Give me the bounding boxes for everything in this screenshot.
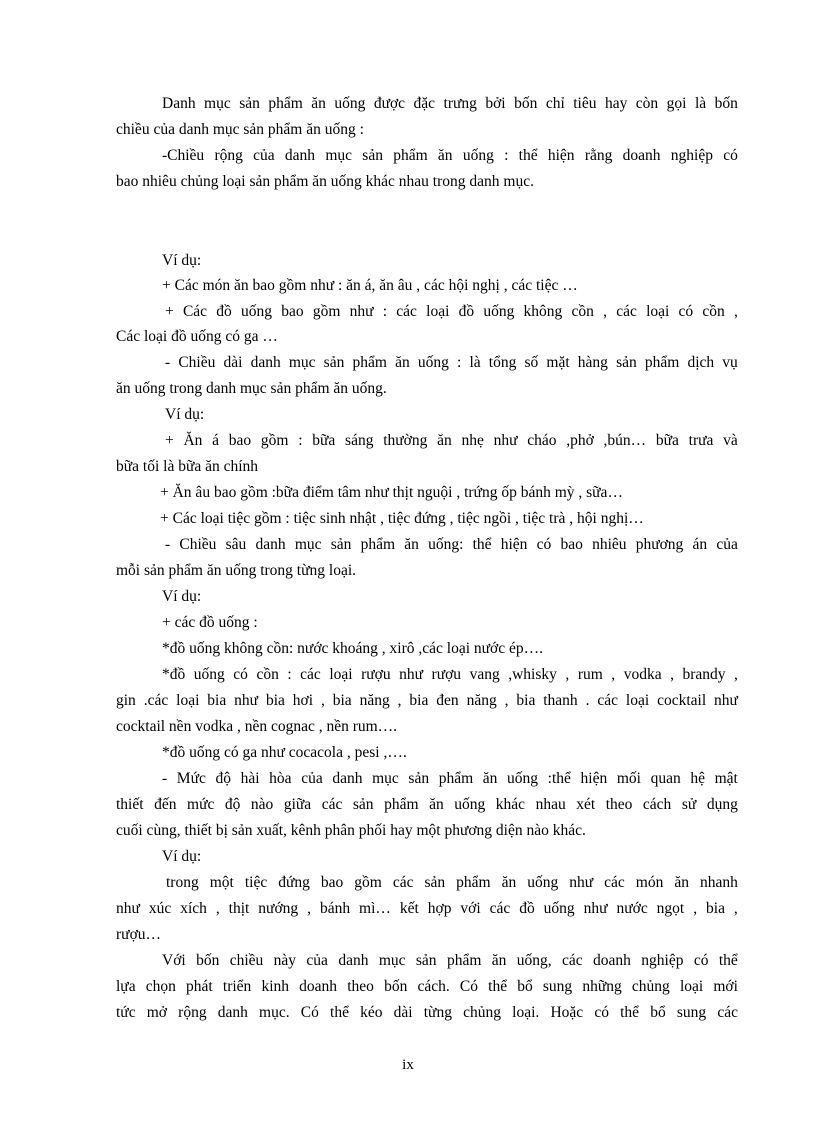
text-line: trong một tiệc đứng bao gồm các sản phẩm ăn uống như các món ăn nhanh [166,874,738,891]
text-line: *đồ uống không cồn: nước khoáng , xirô ,các loại nước ép…. [162,640,543,657]
text-line: + Ăn á bao gồm : bữa sáng thường ăn nhẹ như cháo ,phở ,bún… bữa trưa và [165,432,738,449]
text-line: mỗi sản phẩm ăn uống trong từng loại. [116,562,357,579]
text-line: Ví dụ: [162,252,202,269]
text-line: -Chiều rộng của danh mục sản phẩm ăn uống : thể hiện rằng doanh nghiệp có [162,147,738,164]
text-line: - Mức độ hài hòa của danh mục sản phẩm ăn uống :thể hiện mối quan hệ mật [162,770,738,787]
text-line: như xúc xích , thịt nướng , bánh mì… kết hợp với các đồ uống như nước ngọt , bia , [116,900,738,917]
text-line: *đồ uống có ga như cocacola , pesi ,…. [162,744,407,761]
text-line: tức mở rộng danh mục. Có thể kéo dài từng chủng loại. Hoặc có thể bổ sung các [116,1004,738,1021]
text-line: bao nhiêu chủng loại sản phẩm ăn uống khác nhau trong danh mục. [116,173,534,190]
page-number: ix [402,1057,414,1073]
text-line: rượu… [116,926,162,943]
text-line: ăn uống trong danh mục sản phẩm ăn uống. [116,380,387,397]
text-line: Các loại đồ uống có ga … [116,328,278,345]
text-line: + Ăn âu bao gồm :bữa điểm tâm như thịt nguội , trứng ốp bánh mỳ , sữa… [160,484,623,501]
text-line: cuối cùng, thiết bị sản xuất, kênh phân phối hay một phương diện nào khác. [116,822,586,839]
text-line: gin .các loại bia như bia hơi , bia năng , bia đen năng , bia thanh . các loại cocktail như [116,692,738,709]
text-line: lựa chọn phát triển kinh doanh theo bốn cách. Có thể bổ sung những chủng loại mới [116,978,738,995]
text-line: thiết đến mức độ nào giữa các sản phẩm ăn uống khác nhau xét theo cách sử dụng [116,796,738,813]
text-line: Danh mục sản phẩm ăn uống được đặc trưng bởi bốn chỉ tiêu hay còn gọi là bốn [162,95,738,112]
text-line: + Các món ăn bao gồm như : ăn á, ăn âu , các hội nghị , các tiệc … [162,277,578,294]
text-line: *đồ uống có cồn : các loại rượu như rượu vang ,whisky , rum , vodka , brandy , [162,666,738,683]
text-line: + Các loại tiệc gồm : tiệc sinh nhật , tiệc đứng , tiệc ngồi , tiệc trà , hội nghị… [160,510,644,527]
text-line: + Các đồ uống bao gồm như : các loại đồ uống không cồn , các loại có cồn , [165,303,738,320]
text-line: chiều của danh mục sản phẩm ăn uống : [116,121,364,138]
text-line: Ví dụ: [162,588,202,605]
text-line: Ví dụ: [165,406,205,423]
text-line: + các đồ uống : [162,614,258,631]
text-line: - Chiều dài danh mục sản phẩm ăn uống : là tổng số mặt hàng sản phẩm dịch vụ [165,354,738,371]
text-line: bữa tối là bữa ăn chính [116,458,259,475]
text-line: Với bốn chiều này của danh mục sản phẩm ăn uống, các doanh nghiệp có thể [162,952,738,969]
text-line: cocktail nền vodka , nền cognac , nền rum…. [116,718,398,735]
text-line: Ví dụ: [162,848,202,865]
text-line: - Chiều sâu danh mục sản phẩm ăn uống: thể hiện có bao nhiêu phương án của [165,536,738,553]
